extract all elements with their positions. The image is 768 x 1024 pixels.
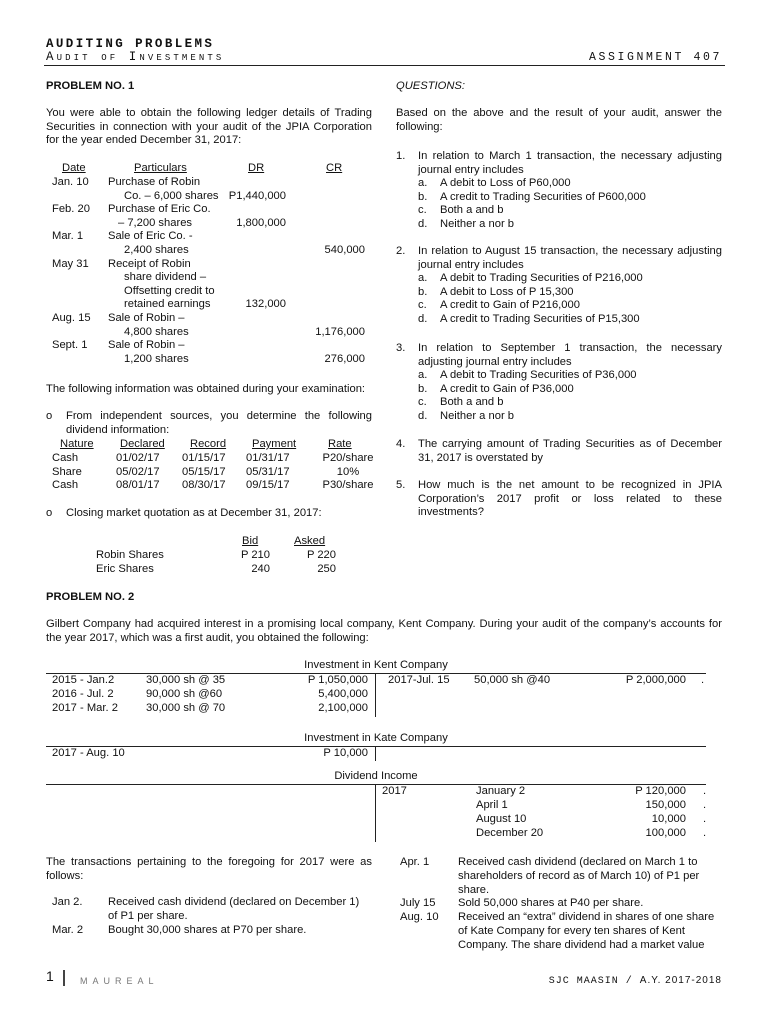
question-option-letter: c. <box>418 299 427 312</box>
info-intro: The following information was obtained during your examination: <box>46 383 366 395</box>
kent-debit-date: 2017 - Mar. 2 <box>52 702 118 714</box>
question-option-letter: d. <box>418 312 428 325</box>
dividend-income-amount: 150,000 <box>645 799 686 811</box>
quote-name: Robin Shares <box>96 549 164 561</box>
question-option-letter: b. <box>418 190 428 203</box>
question-option-letter: b. <box>418 285 428 298</box>
div-header-record: Record <box>190 438 227 450</box>
ledger-particulars: retained earnings <box>124 298 211 311</box>
problem2-intro: Gilbert Company had acquired interest in a promising local company, Kent Company. During your audit of the company’s accounts for the year 2017, which was a first audit, you obtained the following: <box>46 618 722 644</box>
dividend-income-title: Dividend Income <box>334 770 418 782</box>
div-payment: 05/31/17 <box>246 465 290 478</box>
kent-credit-date: 2017-Jul. 15 <box>388 674 450 686</box>
ledger-date: Aug. 15 <box>52 312 91 324</box>
ledger-particulars: 1,200 shares <box>124 352 189 365</box>
ledger-particulars: Sale of Robin – <box>108 312 185 324</box>
question-option-text: A debit to Trading Securities of P36,000 <box>440 369 637 381</box>
div-record: 01/15/17 <box>182 452 226 464</box>
dividend-income-amount: 100,000 <box>645 827 686 839</box>
dividend-income-mark: . <box>703 785 707 797</box>
ledger-particulars: share dividend – <box>124 271 207 284</box>
div-declared: 05/02/17 <box>116 465 160 478</box>
div-header-declared: Declared <box>120 438 165 450</box>
bullet-2-symbol: o <box>46 507 53 519</box>
header-rule <box>44 65 725 66</box>
transaction-text: shareholders of record as of March 10) of P1 per <box>458 869 700 882</box>
questions-heading: QUESTIONS: <box>396 80 465 92</box>
kate-account-title: Investment in Kate Company <box>304 732 448 744</box>
transactions-intro: The transactions pertaining to the foregoing for 2017 were as follows: <box>46 856 372 882</box>
ledger-header-particulars: Particulars <box>134 162 187 174</box>
question-option-text: Neither a nor b <box>440 409 515 422</box>
kate-account-topline <box>46 746 706 747</box>
question-option-text: A credit to Gain of P216,000 <box>440 299 580 312</box>
question-option-text: A debit to Loss of P 15,300 <box>440 285 574 298</box>
question-option-letter: c. <box>418 396 427 409</box>
div-payment: 01/31/17 <box>246 452 290 464</box>
question-option-letter: c. <box>418 204 427 217</box>
kent-credit-desc: 50,000 sh @40 <box>474 674 551 686</box>
ledger-particulars: Co. – 6,000 shares <box>124 189 219 202</box>
div-record: 05/15/17 <box>182 465 226 478</box>
question-text: How much is the net amount to be recognized in JPIA Corporation’s 2017 profit or loss related to these investments? <box>418 479 722 519</box>
quote-bid: 240 <box>251 563 270 575</box>
bullet-1-text: From independent sources, you determine the following dividend information: <box>66 410 372 436</box>
page-number: 1 <box>46 968 54 984</box>
assignment-label: ASSIGNMENT 407 <box>588 51 722 64</box>
ledger-header-date: Date <box>62 162 86 174</box>
dividend-income-mark: . <box>703 813 707 825</box>
transaction-text: Received an “extra” dividend in shares of one share <box>458 911 715 924</box>
ledger-dr: P1,440,000 <box>228 189 286 202</box>
question-option-text: A credit to Trading Securities of P15,300 <box>440 312 640 325</box>
question-option-letter: a. <box>418 369 428 381</box>
transaction-text: Company. The share dividend had a market value <box>458 938 705 951</box>
kent-account-divider <box>375 673 376 717</box>
question-number: 4. <box>396 438 406 450</box>
question-option-text: A credit to Trading Securities of P600,000 <box>440 190 646 203</box>
question-text: In relation to September 1 transaction, the necessary adjusting journal entry includes <box>418 342 722 368</box>
problem1-intro: You were able to obtain the following ledger details of Trading Securities in connection with your audit of the JPIA Corporation for the year ended December 31, 2017: <box>46 107 372 147</box>
question-option-text: Both a and b <box>440 396 504 409</box>
transaction-text: Bought 30,000 shares at P70 per share. <box>108 924 307 936</box>
div-payment: 09/15/17 <box>246 479 290 492</box>
quote-header-bid: Bid <box>242 535 259 547</box>
question-number: 1. <box>396 150 406 162</box>
div-header-nature: Nature <box>60 438 94 450</box>
question-option-text: A debit to Loss of P60,000 <box>440 177 571 189</box>
div-rate: P30/share <box>322 479 374 492</box>
transaction-date: Mar. 2 <box>52 924 84 936</box>
footer-school-name: SJC MAASIN <box>548 976 619 987</box>
ledger-date: Sept. 1 <box>52 339 88 352</box>
div-record: 08/30/17 <box>182 479 226 492</box>
bullet-1-symbol: o <box>46 410 53 422</box>
ledger-particulars: 4,800 shares <box>124 325 189 338</box>
ledger-date: Mar. 1 <box>52 230 84 243</box>
kent-debit-date: 2015 - Jan.2 <box>52 674 115 686</box>
question-text: The carrying amount of Trading Securities as of December 31, 2017 is overstated by <box>418 438 722 464</box>
div-nature: Cash <box>52 479 79 492</box>
question-option-letter: d. <box>418 409 428 422</box>
ledger-cr: 276,000 <box>324 352 365 365</box>
dividend-income-mark: . <box>703 799 707 811</box>
dividend-income-amount: P 120,000 <box>635 785 686 797</box>
ledger-particulars: – 7,200 shares <box>118 216 193 229</box>
kent-account-title: Investment in Kent Company <box>304 659 448 671</box>
question-number: 5. <box>396 479 406 491</box>
ledger-particulars: Sale of Eric Co. - <box>108 230 193 243</box>
kent-debit-desc: 30,000 sh @ 35 <box>146 674 226 686</box>
transaction-date: July 15 <box>400 897 436 910</box>
question-text: In relation to March 1 transaction, the necessary adjusting journal entry includes <box>418 150 722 176</box>
ledger-particulars: Receipt of Robin <box>108 257 191 270</box>
question-option-letter: d. <box>418 217 428 230</box>
question-number: 2. <box>396 245 406 257</box>
quote-table <box>90 535 350 579</box>
footer-school <box>549 974 722 989</box>
question-option-text: A debit to Trading Securities of P216,000 <box>440 272 643 284</box>
kent-credit-mark: . <box>701 674 705 686</box>
ledger-particulars: Offsetting credit to <box>124 284 215 297</box>
quote-bid: P 210 <box>240 549 270 561</box>
kate-debit-amount: P 10,000 <box>323 747 368 759</box>
quote-asked: P 220 <box>306 549 336 561</box>
div-rate: 10% <box>336 465 360 478</box>
document-title: AUDITING PROBLEMS <box>46 37 215 51</box>
question-number: 3. <box>396 342 406 354</box>
div-nature: Share <box>52 465 82 478</box>
dividend-income-date: April 1 <box>476 799 508 811</box>
question-option-text: A credit to Gain of P36,000 <box>440 382 574 395</box>
ledger-cr: 540,000 <box>324 244 365 256</box>
quote-name: Eric Shares <box>96 563 154 575</box>
div-declared: 01/02/17 <box>116 452 160 464</box>
ledger-particulars: Sale of Robin – <box>108 339 185 352</box>
dividend-income-year: 2017 <box>382 785 407 797</box>
kate-debit-date: 2017 - Aug. 10 <box>52 747 125 759</box>
ledger-header-cr: CR <box>326 162 343 174</box>
dividend-income-amount: 10,000 <box>651 813 686 825</box>
problem2-heading: PROBLEM NO. 2 <box>46 591 135 603</box>
transaction-text: share. <box>458 883 490 896</box>
problem1-heading: PROBLEM NO. 1 <box>46 80 135 92</box>
transaction-text: Received cash dividend (declared on December 1) <box>108 896 360 908</box>
ledger-dr: 132,000 <box>245 298 286 311</box>
question-option-text: Both a and b <box>440 204 504 217</box>
question-option-letter: a. <box>418 272 428 284</box>
dividend-income-mark: . <box>703 827 707 839</box>
question-option-text: Neither a nor b <box>440 217 515 230</box>
ledger-date: May 31 <box>52 257 89 270</box>
dividend-income-date: August 10 <box>476 813 527 825</box>
ledger-date: Feb. 20 <box>52 203 90 216</box>
dividend-income-date: January 2 <box>476 785 526 797</box>
transaction-text: Received cash dividend (declared on March 1 to <box>458 856 698 868</box>
transaction-date: Apr. 1 <box>400 856 430 868</box>
kent-debit-amount: 2,100,000 <box>318 702 368 714</box>
ledger-table <box>46 162 376 372</box>
kate-account-divider <box>375 746 376 761</box>
bullet-2-text: Closing market quotation as at December 31, 2017: <box>66 507 322 519</box>
dividend-income-divider <box>375 784 376 842</box>
ledger-dr: 1,800,000 <box>236 216 286 229</box>
ledger-date: Jan. 10 <box>52 176 89 188</box>
div-nature: Cash <box>52 452 79 464</box>
kent-debit-amount: 5,400,000 <box>318 688 368 700</box>
footer-slash: / <box>625 976 633 987</box>
transaction-date: Aug. 10 <box>400 911 439 924</box>
div-rate: P20/share <box>322 452 374 464</box>
transaction-date: Jan 2. <box>52 896 83 908</box>
footer-author: MAUREAL <box>80 976 159 986</box>
document-subtitle: Audit of Investments <box>46 50 225 64</box>
div-header-rate: Rate <box>328 438 352 450</box>
ledger-particulars: Purchase of Eric Co. <box>108 203 211 216</box>
transaction-text: of P1 per share. <box>108 910 188 922</box>
kent-credit-amount: P 2,000,000 <box>625 674 686 686</box>
quote-header-asked: Asked <box>294 535 326 547</box>
div-declared: 08/01/17 <box>116 479 160 492</box>
ledger-particulars: 2,400 shares <box>124 244 189 256</box>
ledger-cr: 1,176,000 <box>315 325 365 338</box>
ledger-particulars: Purchase of Robin <box>108 176 201 188</box>
kent-debit-desc: 90,000 sh @60 <box>146 688 223 700</box>
div-header-payment: Payment <box>252 438 297 450</box>
footer-academic-year: A.Y. 2017-2018 <box>639 975 722 986</box>
question-option-letter: b. <box>418 382 428 395</box>
kent-debit-date: 2016 - Jul. 2 <box>52 688 114 700</box>
dividend-table <box>46 438 376 496</box>
dividend-income-date: December 20 <box>476 827 544 839</box>
question-text: In relation to August 15 transaction, the necessary adjusting journal entry includes <box>418 245 722 271</box>
transaction-text: of Kate Company for every ten shares of Kent <box>458 925 685 937</box>
footer-separator-bar <box>63 970 65 986</box>
ledger-header-dr: DR <box>248 162 265 174</box>
transaction-text: Sold 50,000 shares at P40 per share. <box>458 897 644 910</box>
kent-debit-desc: 30,000 sh @ 70 <box>146 702 226 714</box>
questions-intro: Based on the above and the result of your audit, answer the following: <box>396 107 722 133</box>
quote-asked: 250 <box>317 563 336 575</box>
question-option-letter: a. <box>418 177 428 189</box>
kent-debit-amount: P 1,050,000 <box>307 674 368 686</box>
